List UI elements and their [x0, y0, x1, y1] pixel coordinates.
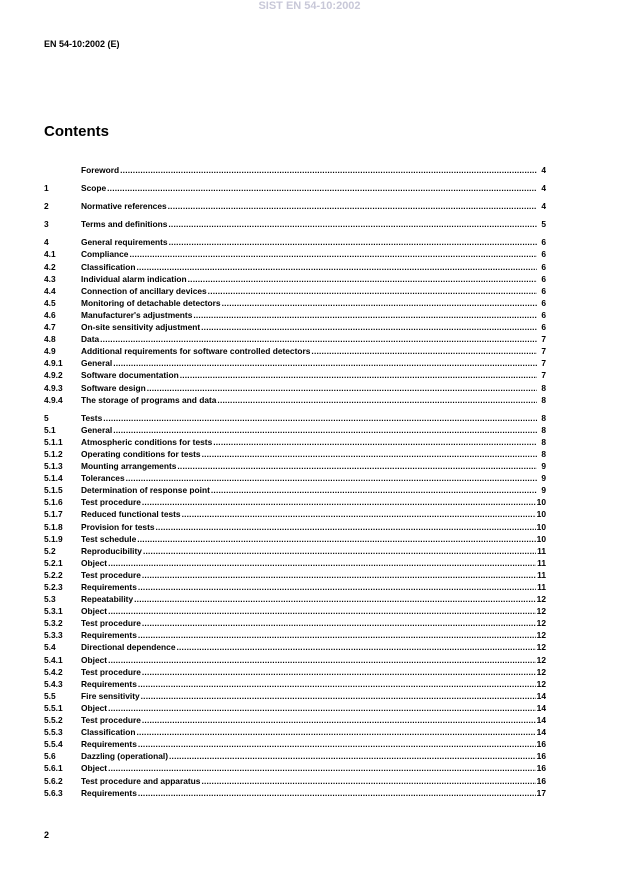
toc-entry-title: Scope	[81, 183, 107, 194]
toc-entry[interactable]	[44, 726, 546, 738]
toc-entry-page: 7	[541, 370, 546, 381]
document-id: EN 54-10:2002 (E)	[44, 39, 120, 49]
dot-leader	[156, 521, 536, 533]
toc-entry[interactable]	[44, 273, 546, 285]
toc-entry[interactable]	[44, 533, 546, 545]
toc-entry[interactable]	[44, 382, 546, 394]
toc-entry[interactable]	[44, 762, 546, 774]
toc-entry-number: 4.9	[44, 346, 56, 357]
toc-entry[interactable]	[44, 460, 546, 472]
toc-entry[interactable]	[44, 593, 546, 605]
toc-entry-title: Monitoring of detachable detectors	[81, 297, 221, 308]
toc-entry[interactable]	[44, 678, 546, 690]
toc-entry-page: 17	[536, 787, 546, 798]
toc-entry-number: 4.2	[44, 261, 56, 272]
dot-leader	[176, 641, 535, 653]
toc-entry-page: 9	[541, 473, 546, 484]
dot-leader	[168, 200, 537, 212]
toc-entry-title: Test procedure	[81, 715, 141, 726]
toc-entry-page: 4	[541, 165, 546, 175]
dot-leader	[142, 666, 536, 678]
toc-entry-title: Reproducibility	[81, 545, 142, 556]
dot-leader	[193, 309, 537, 321]
toc-entry-title: Test procedure	[81, 569, 141, 580]
dot-leader	[103, 412, 537, 424]
toc-entry-number: 5.2.3	[44, 582, 63, 592]
dot-leader	[142, 496, 536, 508]
toc-entry-title: Terms and definitions	[81, 219, 168, 230]
toc-entry-title: Determination of response point	[81, 485, 210, 496]
toc-entry-page: 5	[541, 219, 546, 230]
toc-entry-page: 12	[536, 630, 546, 641]
toc-entry-page: 10	[536, 533, 546, 544]
toc-entry-page: 11	[537, 545, 546, 556]
toc-entry-number: 4.9.3	[44, 382, 63, 393]
toc-entry[interactable]	[44, 412, 546, 424]
dot-leader	[188, 273, 537, 285]
dot-leader	[138, 678, 536, 690]
dot-leader	[182, 508, 536, 520]
toc-entry-page: 10	[536, 509, 546, 520]
toc-entry[interactable]	[44, 248, 546, 260]
toc-entry[interactable]	[44, 629, 546, 641]
toc-entry-number: 4.9.4	[44, 394, 63, 405]
toc-entry-title: Requirements	[81, 630, 137, 641]
toc-entry-number: 5.1.7	[44, 509, 63, 520]
dot-leader	[311, 345, 537, 357]
dot-leader	[136, 726, 535, 738]
toc-entry-page: 11	[537, 582, 546, 592]
toc-entry-title: Object	[81, 606, 108, 617]
toc-entry[interactable]	[44, 182, 546, 194]
toc-entry-title: Classification	[81, 727, 136, 738]
toc-entry-page: 16	[536, 775, 546, 786]
toc-entry[interactable]	[44, 738, 546, 750]
toc-entry-number: 5.1.4	[44, 473, 63, 484]
toc-entry-number: 5.2.2	[44, 569, 63, 580]
toc-entry-number: 5.1.2	[44, 448, 63, 459]
toc-entry[interactable]	[44, 321, 546, 333]
toc-entry-title: Manufacturer's adjustments	[81, 309, 193, 320]
toc-entry-number: 5.4.2	[44, 666, 63, 677]
toc-entry-number: 5.5.3	[44, 727, 63, 738]
toc-entry[interactable]	[44, 641, 546, 653]
toc-entry-page: 14	[536, 715, 546, 726]
toc-entry-number: 4.5	[44, 297, 56, 308]
toc-entry-number: 5.6.1	[44, 763, 63, 774]
toc-entry-number: 5.1.3	[44, 461, 63, 472]
dot-leader	[213, 436, 537, 448]
toc-entry-number: 5.1.5	[44, 485, 63, 496]
toc-entry-number: 5.6.2	[44, 775, 63, 786]
toc-entry-number: 5.2.1	[44, 557, 63, 568]
toc-entry[interactable]	[44, 164, 546, 176]
toc-entry[interactable]	[44, 521, 546, 533]
toc-entry[interactable]	[44, 508, 546, 520]
page-number: 2	[44, 830, 50, 840]
dot-leader	[202, 448, 537, 460]
toc-entry-title: General requirements	[81, 237, 168, 248]
toc-entry-number: 5.1	[44, 424, 56, 435]
toc-entry-title: Connection of ancillary devices	[81, 285, 207, 296]
toc-entry-number: 5.6	[44, 751, 56, 762]
toc-entry[interactable]	[44, 236, 546, 248]
toc-entry-title: Requirements	[81, 582, 137, 592]
toc-entry[interactable]	[44, 357, 546, 369]
toc-entry-title: Operating conditions for tests	[81, 448, 201, 459]
toc-entry-page: 8	[541, 424, 546, 435]
toc-entry[interactable]	[44, 345, 546, 357]
toc-entry-number: 5.4.3	[44, 678, 63, 689]
dot-leader	[169, 750, 536, 762]
toc-entry-page: 12	[536, 594, 546, 605]
toc-entry[interactable]	[44, 285, 546, 297]
toc-entry-page: 7	[541, 346, 546, 357]
toc-entry-number: 5.5.1	[44, 702, 63, 713]
toc-entry-title: Object	[81, 702, 108, 713]
toc-entry-title: Foreword	[81, 165, 120, 175]
toc-entry-number: 4.3	[44, 273, 56, 284]
toc-entry-number: 4.9.1	[44, 358, 63, 369]
toc-entry-number: 5.5	[44, 690, 56, 701]
dot-leader	[137, 533, 535, 545]
toc-entry[interactable]	[44, 484, 546, 496]
toc-entry-number: 5.3.2	[44, 618, 63, 629]
toc-entry-page: 14	[536, 727, 546, 738]
toc-entry-title: Requirements	[81, 739, 137, 750]
toc-entry-number: 4.8	[44, 334, 56, 345]
toc-entry[interactable]	[44, 750, 546, 762]
dot-leader	[108, 605, 536, 617]
toc-entry-title: Data	[81, 334, 100, 345]
toc-entry-page: 11	[537, 557, 546, 568]
toc-entry-number: 5.5.4	[44, 739, 63, 750]
toc-entry-number: 5.3.1	[44, 606, 63, 617]
toc-entry-page: 7	[541, 334, 546, 345]
toc-entry-page: 12	[536, 618, 546, 629]
toc-entry[interactable]	[44, 436, 546, 448]
toc-entry-page: 6	[541, 297, 546, 308]
toc-entry-page: 14	[536, 702, 546, 713]
toc-entry-title: The storage of programs and data	[81, 394, 217, 405]
toc-entry-page: 14	[536, 690, 546, 701]
toc-entry-title: Provision for tests	[81, 521, 155, 532]
dot-leader	[136, 261, 537, 273]
toc-entry-page: 9	[541, 485, 546, 496]
toc-entry-page: 11	[537, 569, 546, 580]
toc-entry[interactable]	[44, 569, 546, 581]
dot-leader	[100, 333, 537, 345]
toc-entry-page: 8	[541, 436, 546, 447]
dot-leader	[108, 762, 536, 774]
toc-entry[interactable]	[44, 557, 546, 569]
toc-entry-number: 4.9.2	[44, 370, 63, 381]
toc-entry-page: 10	[536, 497, 546, 508]
toc-entry-title: Compliance	[81, 249, 129, 260]
dot-leader	[142, 569, 536, 581]
toc-entry-title: Normative references	[81, 201, 167, 212]
toc-entry-number: 4	[44, 237, 49, 248]
toc-entry[interactable]	[44, 617, 546, 629]
toc-entry-page: 8	[541, 394, 546, 405]
dot-leader	[211, 484, 537, 496]
toc-entry[interactable]	[44, 200, 546, 212]
toc-entry-page: 16	[536, 751, 546, 762]
toc-entry-page: 6	[541, 285, 546, 296]
toc-entry-page: 6	[541, 237, 546, 248]
toc-entry[interactable]	[44, 218, 546, 230]
toc-entry-title: Fire sensitivity	[81, 690, 140, 701]
toc-entry-title: Software design	[81, 382, 146, 393]
dot-leader	[134, 593, 536, 605]
toc-entry-page: 6	[541, 273, 546, 284]
toc-entry-title: Test procedure	[81, 666, 141, 677]
toc-entry[interactable]	[44, 702, 546, 714]
toc-entry-number: 5.1.6	[44, 497, 63, 508]
dot-leader	[180, 369, 537, 381]
toc-entry[interactable]	[44, 690, 546, 702]
toc-entry-page: 8	[541, 382, 546, 393]
dot-leader	[217, 394, 537, 406]
toc-entry-title: On-site sensitivity adjustment	[81, 322, 201, 333]
toc-entry-page: 16	[536, 739, 546, 750]
toc-entry[interactable]	[44, 309, 546, 321]
toc-entry[interactable]	[44, 496, 546, 508]
dot-leader	[201, 321, 537, 333]
toc-entry-title: Object	[81, 654, 108, 665]
toc-entry-title: Test procedure	[81, 497, 141, 508]
toc-entry-number: 5.2	[44, 545, 56, 556]
toc-entry[interactable]	[44, 666, 546, 678]
toc-entry-number: 5.1.9	[44, 533, 63, 544]
toc-entry-page: 12	[536, 678, 546, 689]
dot-leader	[208, 285, 537, 297]
toc-entry-page: 12	[536, 606, 546, 617]
dot-leader	[138, 738, 536, 750]
toc-entry[interactable]	[44, 545, 546, 557]
toc-entry-page: 4	[541, 183, 546, 194]
toc-entry-title: General	[81, 358, 113, 369]
dot-leader	[108, 557, 536, 569]
toc-entry-number: 1	[44, 183, 49, 194]
toc-entry-title: Atmospheric conditions for tests	[81, 436, 213, 447]
dot-leader	[142, 714, 536, 726]
toc-entry-page: 10	[536, 521, 546, 532]
toc-entry-title: Object	[81, 557, 108, 568]
dot-leader	[107, 182, 537, 194]
toc-entry-number: 4.7	[44, 322, 56, 333]
toc-entry[interactable]	[44, 472, 546, 484]
toc-entry[interactable]	[44, 261, 546, 273]
toc-entry[interactable]	[44, 787, 546, 799]
toc-entry[interactable]	[44, 333, 546, 345]
toc-entry-number: 5.1.8	[44, 521, 63, 532]
toc-entry-title: Test procedure and apparatus	[81, 775, 201, 786]
toc-entry-page: 6	[541, 261, 546, 272]
dot-leader	[177, 460, 537, 472]
dot-leader	[108, 702, 536, 714]
toc-entry-title: Dazzling (operational)	[81, 751, 169, 762]
dot-leader	[169, 236, 537, 248]
toc-entry-title: Additional requirements for software controlled detectors	[81, 346, 311, 357]
dot-leader	[138, 629, 536, 641]
toc-entry-page: 16	[536, 763, 546, 774]
dot-leader	[147, 382, 537, 394]
toc-entry-title: Repeatability	[81, 594, 134, 605]
toc-entry-title: Test procedure	[81, 618, 141, 629]
toc-entry-title: Individual alarm indication	[81, 273, 187, 284]
dot-leader	[141, 690, 536, 702]
toc-entry-title: Reduced functional tests	[81, 509, 181, 520]
toc-entry-number: 5.4.1	[44, 654, 63, 665]
dot-leader	[113, 424, 537, 436]
toc-entry-page: 6	[541, 249, 546, 260]
toc-entry[interactable]	[44, 297, 546, 309]
toc-entry-title: Object	[81, 763, 108, 774]
dot-leader	[222, 297, 537, 309]
watermark: SIST EN 54-10:2002	[258, 0, 361, 12]
toc-entry-number: 5.3.3	[44, 630, 63, 641]
toc-entry-number: 5.5.2	[44, 715, 63, 726]
toc-entry-title: Tests	[81, 412, 103, 423]
toc-entry-page: 8	[541, 448, 546, 459]
toc-entry-page: 4	[541, 201, 546, 212]
table-of-contents	[44, 164, 546, 799]
toc-entry-number: 5.1.1	[44, 436, 63, 447]
toc-entry-number: 5.3	[44, 594, 56, 605]
dot-leader	[113, 357, 537, 369]
toc-entry-number: 4.1	[44, 249, 56, 260]
dot-leader	[168, 218, 537, 230]
toc-entry[interactable]	[44, 448, 546, 460]
toc-entry-number: 5.6.3	[44, 787, 63, 798]
toc-entry-title: Tolerances	[81, 473, 125, 484]
dot-leader	[138, 581, 536, 593]
toc-entry-number: 5.4	[44, 642, 56, 653]
toc-entry[interactable]	[44, 605, 546, 617]
dot-leader	[120, 164, 537, 176]
toc-entry[interactable]	[44, 369, 546, 381]
toc-entry-title: Directional dependence	[81, 642, 176, 653]
dot-leader	[143, 545, 536, 557]
toc-entry-number: 4.4	[44, 285, 56, 296]
toc-entry[interactable]	[44, 714, 546, 726]
toc-entry[interactable]	[44, 424, 546, 436]
toc-entry-page: 12	[536, 654, 546, 665]
toc-entry-title: Software documentation	[81, 370, 179, 381]
toc-entry-page: 12	[536, 642, 546, 653]
toc-entry-page: 7	[541, 358, 546, 369]
toc-entry[interactable]	[44, 654, 546, 666]
page-title: Contents	[44, 123, 109, 140]
toc-entry[interactable]	[44, 775, 546, 787]
toc-entry-number: 3	[44, 219, 49, 230]
dot-leader	[126, 472, 537, 484]
dot-leader	[142, 617, 536, 629]
toc-entry-number: 2	[44, 201, 49, 212]
toc-entry-title: Classification	[81, 261, 136, 272]
dot-leader	[108, 654, 536, 666]
toc-entry-title: Requirements	[81, 678, 137, 689]
toc-entry-page: 6	[541, 309, 546, 320]
toc-entry[interactable]	[44, 394, 546, 406]
toc-entry-page: 9	[541, 461, 546, 472]
dot-leader	[201, 775, 535, 787]
dot-leader	[138, 787, 536, 799]
toc-entry-page: 8	[541, 412, 546, 423]
toc-entry[interactable]	[44, 581, 546, 593]
toc-entry-number: 5	[44, 412, 49, 423]
toc-entry-title: Mounting arrangements	[81, 461, 177, 472]
toc-entry-title: General	[81, 424, 113, 435]
dot-leader	[129, 248, 537, 260]
toc-entry-number: 4.6	[44, 309, 56, 320]
toc-entry-page: 12	[536, 666, 546, 677]
toc-entry-page: 6	[541, 322, 546, 333]
toc-entry-title: Requirements	[81, 787, 137, 798]
toc-entry-title: Test schedule	[81, 533, 137, 544]
